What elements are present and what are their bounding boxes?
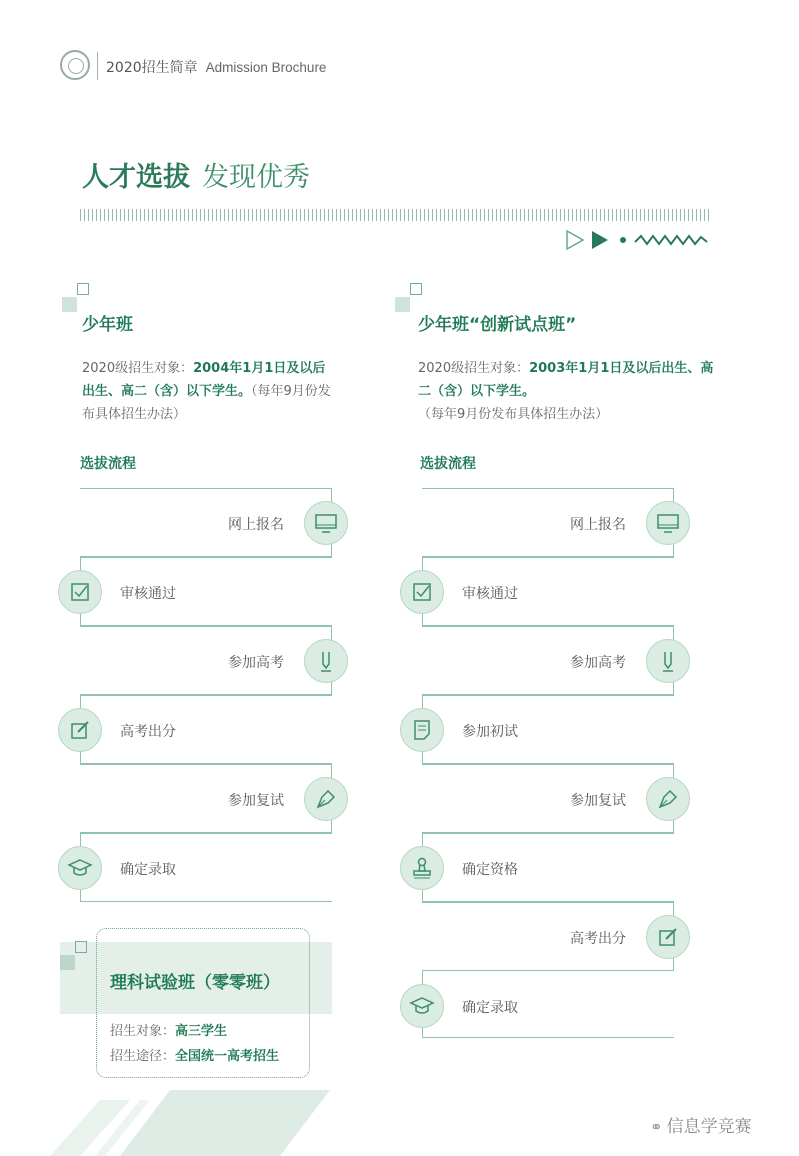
fountain-pen-icon: [646, 777, 690, 821]
desc-prefix: 2020级招生对象：: [82, 361, 194, 376]
graduation-cap-icon: [400, 984, 444, 1028]
pen-icon: [304, 639, 348, 683]
right-section-title: 少年班“创新试点班”: [418, 315, 577, 335]
flow-line: [422, 695, 674, 764]
monitor-icon: [646, 501, 690, 545]
title-light: 发现优秀: [202, 162, 310, 193]
page-title: [82, 155, 310, 194]
university-logo: [60, 50, 90, 80]
desc-bold: 2004年1月1日及以后出生、高二（含）以下学生。: [82, 361, 326, 399]
step-label: 高考出分: [120, 724, 176, 740]
stamp-icon: [400, 846, 444, 890]
step-label: 确定录取: [462, 1000, 518, 1016]
route-value: 全国统一高考招生: [175, 1049, 280, 1064]
section-marker-outline: [77, 283, 89, 295]
step-label: 参加初试: [462, 724, 518, 740]
ruler-divider: [80, 209, 710, 221]
target-value: 高三学生: [175, 1024, 228, 1039]
header-divider: [97, 52, 98, 80]
brochure-title-en: Admission Brochure: [205, 60, 327, 75]
step-label: 参加复试: [228, 793, 284, 809]
flow-line: [422, 488, 674, 557]
flow-line: [80, 764, 332, 833]
section-marker-fill: [395, 297, 410, 312]
edit-icon: [646, 915, 690, 959]
science-class-title: 理科试验班（零零班）: [110, 973, 280, 993]
section-marker-fill: [62, 297, 77, 312]
fountain-pen-icon: [304, 777, 348, 821]
target-label: 招生对象：: [110, 1024, 176, 1039]
right-process-label: 选拔流程: [420, 456, 476, 472]
watermark: [650, 1112, 752, 1137]
flow-line: [422, 557, 674, 626]
step-label: 参加高考: [570, 655, 626, 671]
title-bold: 人才选拔: [82, 162, 190, 193]
flow-line: [422, 902, 674, 971]
flow-line: [80, 557, 332, 626]
step-label: 确定资格: [462, 862, 518, 878]
step-label: 审核通过: [120, 586, 176, 602]
right-section-description: [418, 357, 714, 426]
edit-icon: [58, 708, 102, 752]
section-marker-outline: [410, 283, 422, 295]
check-box-icon: [400, 570, 444, 614]
decorative-stripes: [40, 1090, 340, 1156]
section-marker-fill: [60, 955, 75, 970]
flow-line: [422, 971, 674, 1038]
left-process-label: 选拔流程: [80, 456, 136, 472]
flow-line: [80, 488, 332, 557]
left-section-title: 少年班: [82, 315, 133, 335]
document-icon: [400, 708, 444, 752]
check-box-icon: [58, 570, 102, 614]
decorative-arrows-icon: [565, 228, 710, 252]
section-marker-outline: [75, 941, 87, 953]
step-label: 网上报名: [228, 517, 284, 533]
desc-suffix: （每年9月份发布具体招生办法）: [418, 407, 609, 422]
step-label: 参加复试: [570, 793, 626, 809]
step-label: 高考出分: [570, 931, 626, 947]
science-class-route: [110, 1045, 279, 1064]
science-class-target: [110, 1020, 227, 1039]
flow-line: [80, 626, 332, 695]
flow-line: [422, 626, 674, 695]
flow-line: [422, 764, 674, 833]
desc-bold: 2003年1月1日及以后出生、高二（含）以下学生。: [418, 361, 714, 399]
flow-line: [80, 695, 332, 764]
step-label: 确定录取: [120, 862, 176, 878]
brochure-title-cn: 2020招生简章: [106, 60, 198, 76]
graduation-cap-icon: [58, 846, 102, 890]
flow-line: [422, 833, 674, 902]
desc-suffix: （每年9月份发布具体招生办法）: [82, 384, 331, 422]
step-label: 网上报名: [570, 517, 626, 533]
watermark-text: 信息学竞赛: [666, 1117, 752, 1137]
monitor-icon: [304, 501, 348, 545]
route-label: 招生途径：: [110, 1049, 176, 1064]
header-text: [106, 57, 326, 77]
desc-prefix: 2020级招生对象：: [418, 361, 530, 376]
step-label: 审核通过: [462, 586, 518, 602]
step-label: 参加高考: [228, 655, 284, 671]
left-section-description: [82, 357, 334, 426]
pen-icon: [646, 639, 690, 683]
flow-line: [80, 833, 332, 902]
wechat-icon: ⚭: [650, 1118, 663, 1136]
